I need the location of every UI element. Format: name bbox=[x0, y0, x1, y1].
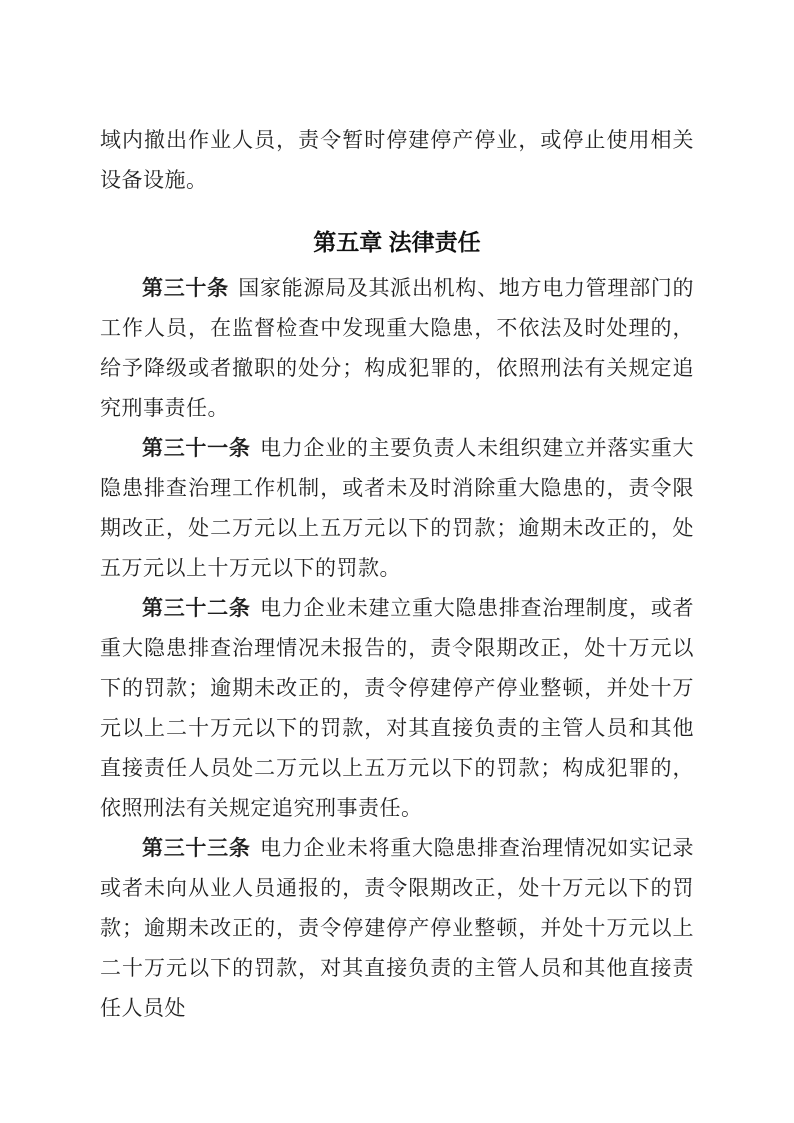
chapter-heading: 第五章 法律责任 bbox=[313, 229, 481, 255]
article-32-text: 电力企业未建立重大隐患排查治理制度，或者重大隐患排查治理情况未报告的，责令限期改正，处十万元以下的罚款；逾期未改正的，责令停建停产停业整顿，并处十万元以上二十万元以下的罚款，对其直接负责的主管人员和其他直接责任人员处二万元以上五万元以下的罚款；构成犯罪的，依照刑法有关规定追究刑事责任。 bbox=[100, 596, 695, 820]
article-paragraph-31 bbox=[100, 428, 694, 588]
article-33-text: 电力企业未将重大隐患排查治理情况如实记录或者未向从业人员通报的，责令限期改正，处十万元以下的罚款；逾期未改正的，责令停建停产停业整顿，并处十万元以上二十万元以下的罚款，对其直接负责的主管人员和其他直接责任人员处 bbox=[100, 836, 695, 1020]
article-paragraph-32 bbox=[100, 588, 694, 828]
article-31-number: 第三十一条 bbox=[142, 436, 251, 460]
paragraph-continuation: 域内撤出作业人员，责令暂时停建停产停业，或停止使用相关设备设施。 bbox=[100, 128, 694, 192]
article-paragraph-33 bbox=[100, 828, 694, 1028]
article-paragraph-30 bbox=[100, 268, 694, 428]
article-32-number: 第三十二条 bbox=[142, 596, 251, 620]
article-30-number: 第三十条 bbox=[142, 276, 229, 300]
article-30-text: 国家能源局及其派出机构、地方电力管理部门的工作人员，在监督检查中发现重大隐患，不依法及时处理的，给予降级或者撤职的处分；构成犯罪的，依照刑法有关规定追究刑事责任。 bbox=[100, 276, 694, 420]
article-33-number: 第三十三条 bbox=[142, 836, 251, 860]
article-31-text: 电力企业的主要负责人未组织建立并落实重大隐患排查治理工作机制，或者未及时消除重大隐患的，责令限期改正，处二万元以上五万元以下的罚款；逾期未改正的，处五万元以上十万元以下的罚款。 bbox=[100, 436, 695, 580]
